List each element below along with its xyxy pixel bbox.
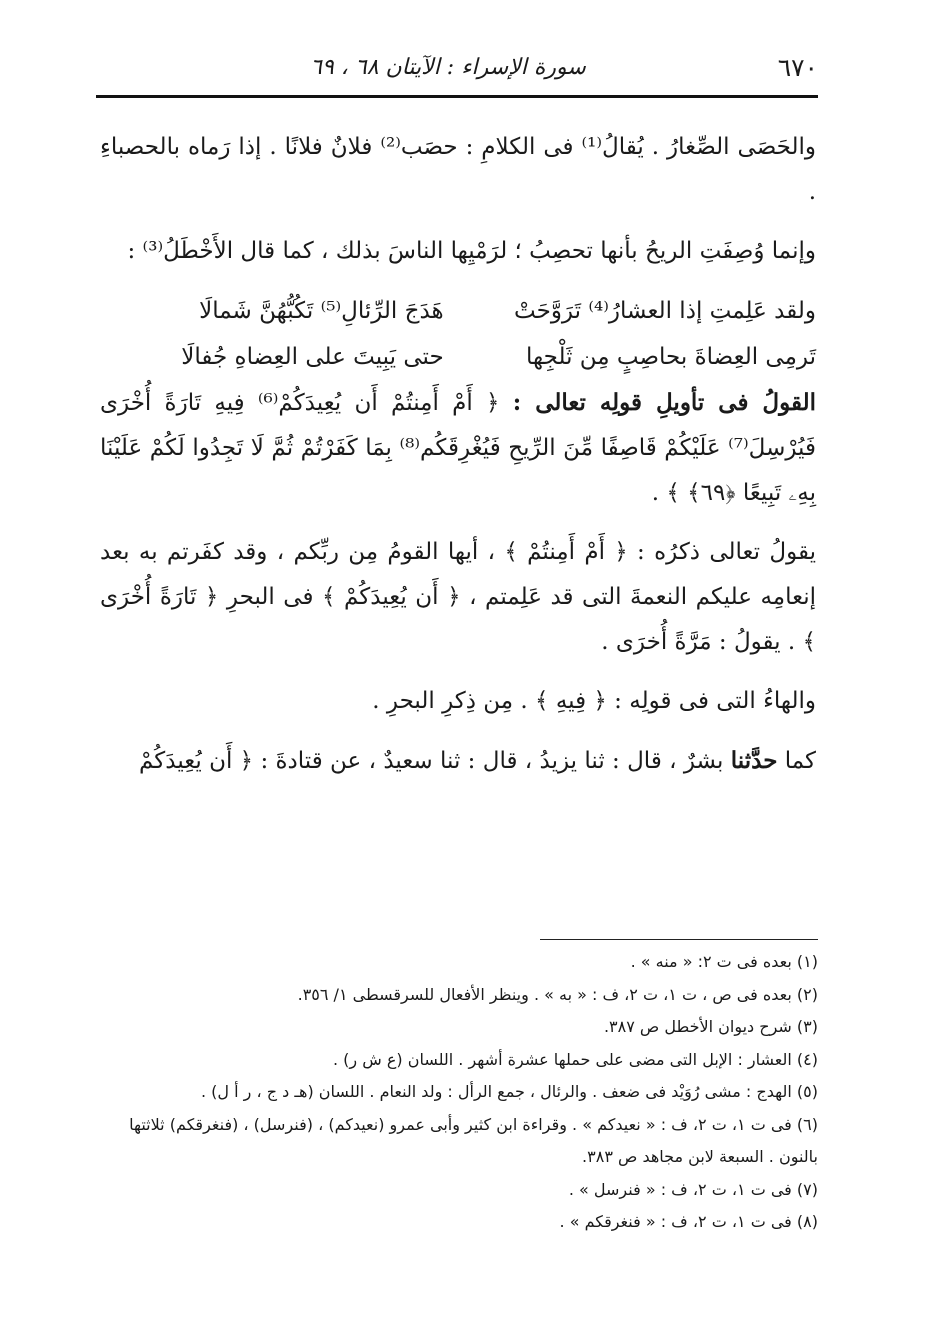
paragraph-2: وإنما وُصِفَتِ الريحُ بأنها تحصِبُ ؛ لرَمْيِها الناسَ بذلك ، كما قال الأَخْطَلُ⁽³⁾ : [127,238,816,264]
paragraph-4: يقولُ تعالى ذكرُه : ﴿ أَمْ أَمِنتُمْ ﴾ ، أيها القومُ مِن ربِّكم ، وقد كفَرتم به بعد إنعامِه عليكم النعمةَ التى قد عَلِمتم ، ﴿ أَن يُعِيدَكُمْ ﴾ فى البحرِ ﴿ تَارَةً أُخْرَى ﴾ . يقولُ : مَرَّةً أُخرَى . [100,539,816,655]
verse-2-first-hemistich: تَرمِى العِضاةَ بحاصِبٍ مِن ثَلْجِها [526,344,816,370]
quran-verse-heading [100,380,816,516]
paragraph-5: والهاءُ التى فى قولِه : ﴿ فِيهِ ﴾ . مِن ذِكرِ البحرِ . [372,688,816,714]
poem-verse-2 [100,334,816,380]
verse-1-first-hemistich: ولقد عَلِمتِ إذا العشارُ⁽⁴⁾ تَرَوَّحَتْ [514,298,816,324]
header-rule [96,95,818,98]
page-number: ٦٧٠ [777,52,818,82]
paragraph-6 [100,738,816,784]
footnotes [100,946,818,1239]
running-title: سورة الإسراء : الآيتان ٦٨ ، ٦٩ [310,54,586,80]
verse-1-second-hemistich: هَدَجَ الرِّئالِ⁽⁵⁾ تَكُبُّهُنَّ شَمالَا [199,298,444,324]
footnote-4: (٤) العشار : الإبل التى مضى على حملها عشرة أشهر . اللسان (ع ش ر) . [332,1049,818,1069]
main-text [100,125,816,784]
poem [100,288,816,380]
footnote-1: (١) بعده فى ت ٢: « منه » . [630,952,818,971]
footnote-6: (٦) فى ت ١، ت ٢، ف : « نعيدكم » . وقراءة ابن كثير وأبى عمرو (نعيدكم) ، (فنرسل) ، (فنغرقكم) ثلاثتها بالنون . السبعة لابن مجاهد ص ٣٨٣. [129,1114,818,1166]
footnote-rule [540,939,818,940]
paragraph-6-start: كما [777,748,816,774]
footnote-8: (٨) فى ت ١، ت ٢، ف : « فنغرقكم » . [559,1212,818,1231]
paragraph-6-bold: حدَّثنا [730,747,778,774]
poem-verse-1 [100,288,816,334]
tafsir-heading: القولُ فى تأويلِ قولِه تعالى : [512,389,817,416]
footnote-2: (٢) بعده فى ص ، ت ١، ت ٢، ف : « به » . وينظر الأفعال للسرقسطى ١/ ٣٥٦. [297,984,818,1004]
paragraph-6-rest: بشرٌ ، قال : ثنا يزيدُ ، قال : ثنا سعيدٌ ، عن قتادةَ : ﴿ أَن يُعِيدَكُمْ [138,748,731,774]
footnote-3: (٣) شرح ديوان الأخطل ص ٣٨٧. [603,1017,818,1036]
footnote-7: (٧) فى ت ١، ت ٢، ف : « فنرسل » . [568,1179,818,1199]
paragraph-1: والحَصَى الصِّغارُ . يُقالُ⁽¹⁾ فى الكلامِ : حصَب⁽²⁾ فلانٌ فلانًا . إذا رَماه بالحصباءِ . [100,134,816,205]
footnote-5: (٥) الهدج : مشى رُوَيْد فى ضعف . والرئال ، جمع الرأل : ولد النعام . اللسان (هـ د ج ، ر أ ل) . [201,1082,818,1101]
page-header [98,42,818,92]
verse-2-second-hemistich: حتى يَبِيتَ على العِضاهِ جُفالَا [181,344,444,370]
quran-verse-text: ﴿ أَمْ أَمِنتُمْ أَن يُعِيدَكُمْ⁽⁶⁾ فِيهِ تَارَةً أُخْرَى فَيُرْسِلَ⁽⁷⁾ عَلَيْكُمْ قَاصِفًا مِّنَ الرِّيحِ فَيُغْرِقَكُم⁽⁸⁾ بِمَا كَفَرْتُمْ ثُمَّ لَا تَجِدُوا لَكُمْ عَلَيْنَا بِهِۦ تَبِيعًا ﴿٦٩﴾ ﴾ . [100,390,816,506]
